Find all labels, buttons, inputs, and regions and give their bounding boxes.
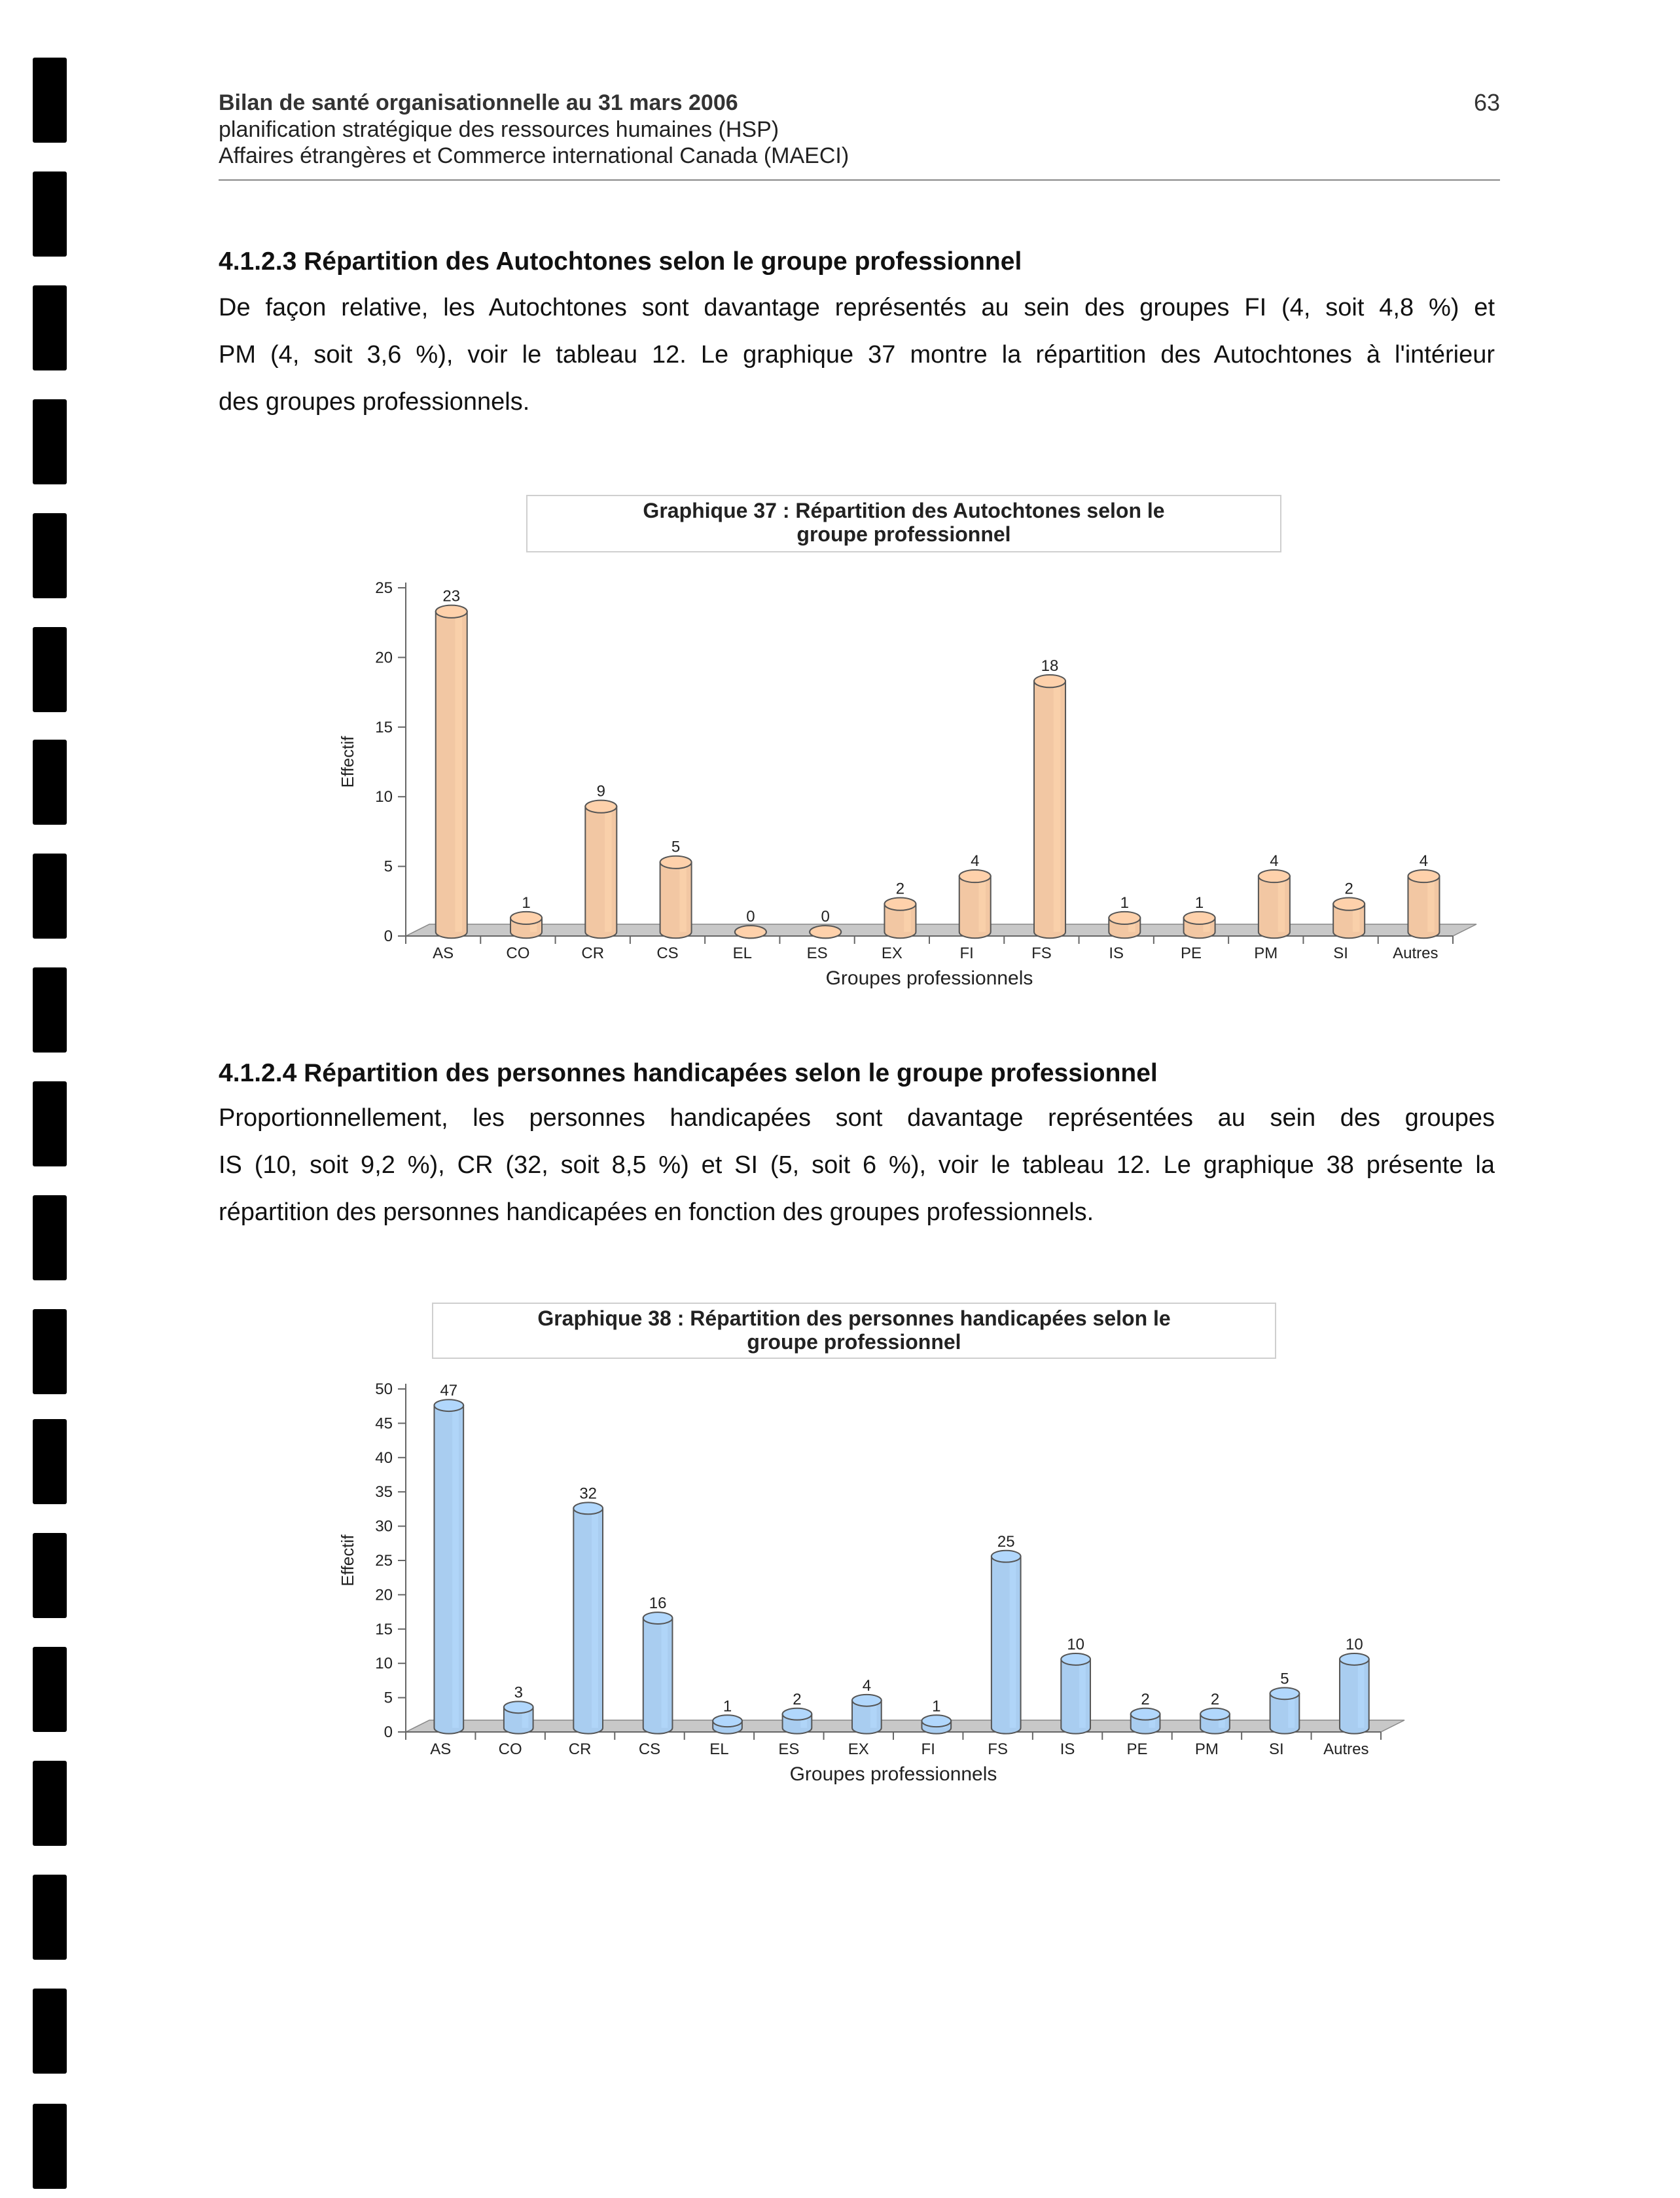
binder-hole	[33, 1989, 67, 2074]
x-axis-title: Groupes professionnels	[825, 967, 1033, 989]
bar-top	[1034, 675, 1065, 687]
binder-hole	[33, 740, 67, 825]
binder-hole	[33, 627, 67, 712]
binder-hole	[33, 1081, 67, 1166]
bar-body	[1061, 1659, 1090, 1734]
y-axis-title: Effectif	[338, 736, 357, 788]
bar-highlight	[1054, 681, 1061, 932]
bar-body	[1340, 1659, 1369, 1734]
bar	[1109, 912, 1140, 938]
header-title: Bilan de santé organisationnelle au 31 mars 2006	[219, 90, 738, 115]
bar-top	[713, 1715, 742, 1727]
y-tick-label: 5	[384, 1689, 393, 1707]
bar-highlight	[661, 1618, 668, 1728]
bar-body	[959, 876, 991, 939]
bar-data-label: 23	[442, 587, 461, 605]
bar	[1184, 912, 1215, 938]
bar	[1408, 870, 1439, 938]
bar-top	[573, 1502, 603, 1514]
bar-data-label: 2	[1141, 1690, 1150, 1708]
bar-top	[660, 856, 692, 869]
bar-body	[1408, 876, 1439, 939]
bar-data-label: 10	[1067, 1635, 1085, 1653]
bar-top	[1259, 870, 1290, 882]
bar-data-label: 4	[862, 1676, 872, 1695]
section-paragraph-autochtones	[219, 284, 1495, 425]
x-tick-label: AS	[430, 1740, 452, 1758]
x-tick-label: FS	[988, 1740, 1008, 1758]
binder-hole	[33, 1309, 67, 1394]
bar	[573, 1502, 603, 1733]
bar-highlight	[1079, 1659, 1086, 1728]
x-tick-label: PM	[1254, 945, 1278, 962]
bar-top	[852, 1695, 882, 1706]
bar-data-label: 1	[932, 1697, 941, 1716]
bar-data-label: 25	[997, 1532, 1015, 1551]
y-axis-title: Effectif	[338, 1534, 357, 1587]
chart-title-line: Graphique 37 : Répartition des Autochtones selon le	[643, 499, 1165, 522]
bar-data-label: 18	[1041, 657, 1059, 676]
bar	[1340, 1653, 1369, 1734]
x-tick-label: Autres	[1393, 945, 1439, 962]
y-tick-label: 0	[384, 1723, 393, 1741]
y-tick-label: 10	[375, 1655, 393, 1673]
bar-top	[510, 912, 542, 924]
bar	[585, 801, 617, 939]
section-heading-autochtones: 4.1.2.3 Répartition des Autochtones selon le groupe professionnel	[219, 247, 1022, 276]
binder-hole	[33, 854, 67, 939]
chart-title-38	[432, 1303, 1276, 1359]
paragraph-line: IS (10, soit 9,2 %), CR (32, soit 8,5 %) et SI (5, soit 6 %), voir le tableau 12. Le graphique 38 présente la	[219, 1151, 1495, 1179]
x-tick-label: Autres	[1323, 1740, 1369, 1758]
bar-data-label: 2	[1344, 880, 1353, 898]
bar-body	[573, 1508, 603, 1733]
bar-data-label: 47	[440, 1382, 458, 1400]
bar-top	[884, 898, 916, 910]
bar-data-label: 0	[821, 908, 830, 926]
y-tick-label: 40	[375, 1449, 393, 1467]
binder-hole	[33, 1195, 67, 1280]
bar-top	[1109, 912, 1140, 924]
x-tick-label: IS	[1060, 1740, 1075, 1758]
bar	[852, 1695, 882, 1734]
bar-highlight	[1010, 1557, 1016, 1728]
x-tick-label: EX	[881, 945, 903, 962]
bar-data-label: 0	[746, 908, 755, 926]
bar	[810, 926, 841, 938]
bar-top	[504, 1701, 533, 1713]
bar-data-label: 5	[1280, 1670, 1289, 1688]
bar-data-label: 1	[1120, 893, 1129, 912]
x-tick-label: SI	[1333, 945, 1348, 962]
bar-highlight	[1278, 876, 1285, 932]
bar-body	[660, 862, 692, 938]
header-rule	[219, 179, 1500, 181]
section-paragraph-handicapees	[219, 1094, 1495, 1236]
chart-floor	[406, 1720, 1404, 1732]
x-tick-label: EL	[709, 1740, 729, 1758]
binder-hole	[33, 1419, 67, 1504]
x-tick-label: EX	[848, 1740, 869, 1758]
bar-chart-handicapees	[308, 1375, 1433, 1793]
x-tick-label: CR	[581, 945, 605, 962]
binder-hole	[33, 1647, 67, 1732]
x-tick-label: ES	[778, 1740, 800, 1758]
x-tick-label: ES	[806, 945, 828, 962]
y-tick-label: 15	[375, 718, 393, 736]
x-tick-label: EL	[732, 945, 752, 962]
bar-body	[1259, 876, 1290, 939]
y-tick-label: 0	[384, 928, 393, 945]
x-tick-label: PM	[1194, 1740, 1219, 1758]
bar	[959, 870, 991, 938]
chart-title-line: groupe professionnel	[747, 1330, 961, 1354]
bar-top	[1408, 870, 1439, 882]
bar-top	[1200, 1708, 1230, 1720]
y-tick-label: 20	[375, 1586, 393, 1604]
paragraph-line: des groupes professionnels.	[219, 388, 530, 416]
paragraph-line: PM (4, soit 3,6 %), voir le tableau 12. Le graphique 37 montre la répartition des Autochtones à l'intérieur	[219, 341, 1495, 369]
binder-hole	[33, 1533, 67, 1618]
bar-data-label: 10	[1346, 1635, 1363, 1653]
bar-top	[1131, 1708, 1160, 1720]
y-tick-label: 25	[375, 1552, 393, 1570]
x-tick-label: PE	[1180, 945, 1202, 962]
x-tick-label: PE	[1126, 1740, 1148, 1758]
bar	[1259, 870, 1290, 938]
chart-floor	[406, 924, 1476, 936]
y-tick-label: 25	[375, 579, 393, 597]
bar	[1131, 1708, 1160, 1734]
y-tick-label: 50	[375, 1380, 393, 1398]
binder-hole	[33, 513, 67, 598]
bar	[1200, 1708, 1230, 1734]
paragraph-line: De façon relative, les Autochtones sont davantage représentés au sein des groupes FI (4, soit 4,8 %) et	[219, 294, 1495, 321]
bar	[921, 1715, 951, 1733]
binder-hole	[33, 58, 67, 143]
bar-highlight	[979, 876, 986, 932]
bar-top	[992, 1551, 1021, 1562]
y-tick-label: 5	[384, 857, 393, 876]
y-tick-label: 15	[375, 1620, 393, 1638]
bar-top	[1333, 898, 1365, 910]
bar-chart-autochtones	[308, 569, 1499, 995]
bar	[1333, 898, 1365, 939]
chart-title-37	[526, 495, 1281, 552]
y-tick-label: 30	[375, 1517, 393, 1536]
x-tick-label: CS	[656, 945, 679, 962]
bar	[783, 1708, 812, 1734]
header-department: Affaires étrangères et Commerce international Canada (MAECI)	[219, 143, 849, 168]
chart-title-line: Graphique 38 : Répartition des personnes handicapées selon le	[537, 1306, 1171, 1330]
bar-top	[1340, 1653, 1369, 1665]
binder-hole	[33, 967, 67, 1053]
binder-hole	[33, 1875, 67, 1960]
bar	[884, 898, 916, 939]
section-heading-handicapees: 4.1.2.4 Répartition des personnes handicapées selon le groupe professionnel	[219, 1059, 1158, 1087]
bar-data-label: 16	[649, 1594, 667, 1613]
bar-top	[1184, 912, 1215, 924]
bar-highlight	[452, 1405, 459, 1728]
bar-data-label: 32	[579, 1485, 598, 1503]
bar-data-label: 2	[895, 880, 905, 898]
binder-hole	[33, 1761, 67, 1846]
bar-top	[585, 801, 617, 813]
bar-data-label: 4	[1270, 852, 1279, 870]
binder-hole	[33, 171, 67, 257]
bar-top	[783, 1708, 812, 1720]
x-tick-label: SI	[1269, 1740, 1284, 1758]
page-number: 63	[1473, 89, 1500, 116]
y-tick-label: 35	[375, 1483, 393, 1502]
bar-top	[921, 1715, 951, 1727]
bar-top	[959, 870, 991, 882]
bar-top	[1061, 1653, 1090, 1665]
y-tick-label: 10	[375, 788, 393, 806]
bar-top	[434, 1399, 463, 1411]
bar-top	[436, 605, 467, 618]
bar-highlight	[605, 806, 612, 932]
x-tick-label: IS	[1109, 945, 1124, 962]
bar	[1270, 1687, 1300, 1733]
x-tick-label: CS	[638, 1740, 661, 1758]
bar	[436, 605, 467, 939]
header-subtitle: planification stratégique des ressources humaines (HSP)	[219, 117, 779, 142]
x-tick-label: CO	[506, 945, 530, 962]
binder-margin	[0, 0, 79, 2198]
bar-top	[810, 926, 841, 938]
y-tick-label: 45	[375, 1414, 393, 1433]
bar	[735, 926, 766, 938]
bar	[992, 1551, 1021, 1734]
bar-highlight	[679, 862, 687, 931]
x-tick-label: CO	[498, 1740, 522, 1758]
binder-hole	[33, 285, 67, 370]
x-tick-label: FI	[959, 945, 974, 962]
bar	[510, 912, 542, 938]
chart-title-line: groupe professionnel	[796, 522, 1011, 546]
bar	[434, 1399, 463, 1733]
bar-data-label: 2	[793, 1690, 802, 1708]
bar-top	[643, 1612, 673, 1624]
binder-hole	[33, 2104, 67, 2189]
bar-data-label: 1	[522, 893, 531, 912]
bar	[504, 1701, 533, 1733]
bar-data-label: 4	[1419, 852, 1429, 870]
paragraph-line: répartition des personnes handicapées en fonction des groupes professionnels.	[219, 1198, 1094, 1226]
x-axis-title: Groupes professionnels	[789, 1763, 997, 1785]
bar-top	[735, 926, 766, 938]
bar-data-label: 5	[671, 838, 681, 856]
y-tick-label: 20	[375, 649, 393, 667]
bar	[660, 856, 692, 939]
bar-body	[992, 1557, 1021, 1734]
x-tick-label: FI	[921, 1740, 935, 1758]
x-tick-label: AS	[433, 945, 454, 962]
binder-hole	[33, 399, 67, 484]
bar-body	[1034, 681, 1065, 939]
bar-top	[1270, 1687, 1300, 1699]
bar-data-label: 2	[1210, 1690, 1220, 1708]
bar-data-label: 1	[723, 1697, 732, 1716]
bar	[713, 1715, 742, 1733]
bar-highlight	[456, 611, 463, 931]
bar-body	[434, 1405, 463, 1734]
x-tick-label: CR	[568, 1740, 592, 1758]
x-tick-label: FS	[1031, 945, 1052, 962]
bar-highlight	[592, 1508, 598, 1727]
paragraph-line: Proportionnellement, les personnes handicapées sont davantage représentées au sein des groupes	[219, 1104, 1495, 1132]
bar-data-label: 9	[596, 782, 605, 801]
bar-data-label: 3	[514, 1684, 523, 1702]
bar	[1034, 675, 1065, 938]
bar-body	[585, 806, 617, 938]
bar-highlight	[1358, 1659, 1365, 1728]
bar	[1061, 1653, 1090, 1734]
bar-data-label: 1	[1194, 893, 1204, 912]
page-header	[219, 89, 1500, 181]
bar-body	[643, 1618, 673, 1734]
bar	[643, 1612, 673, 1734]
bar-data-label: 4	[971, 852, 980, 870]
bar-highlight	[1427, 876, 1435, 932]
bar-body	[436, 611, 467, 938]
